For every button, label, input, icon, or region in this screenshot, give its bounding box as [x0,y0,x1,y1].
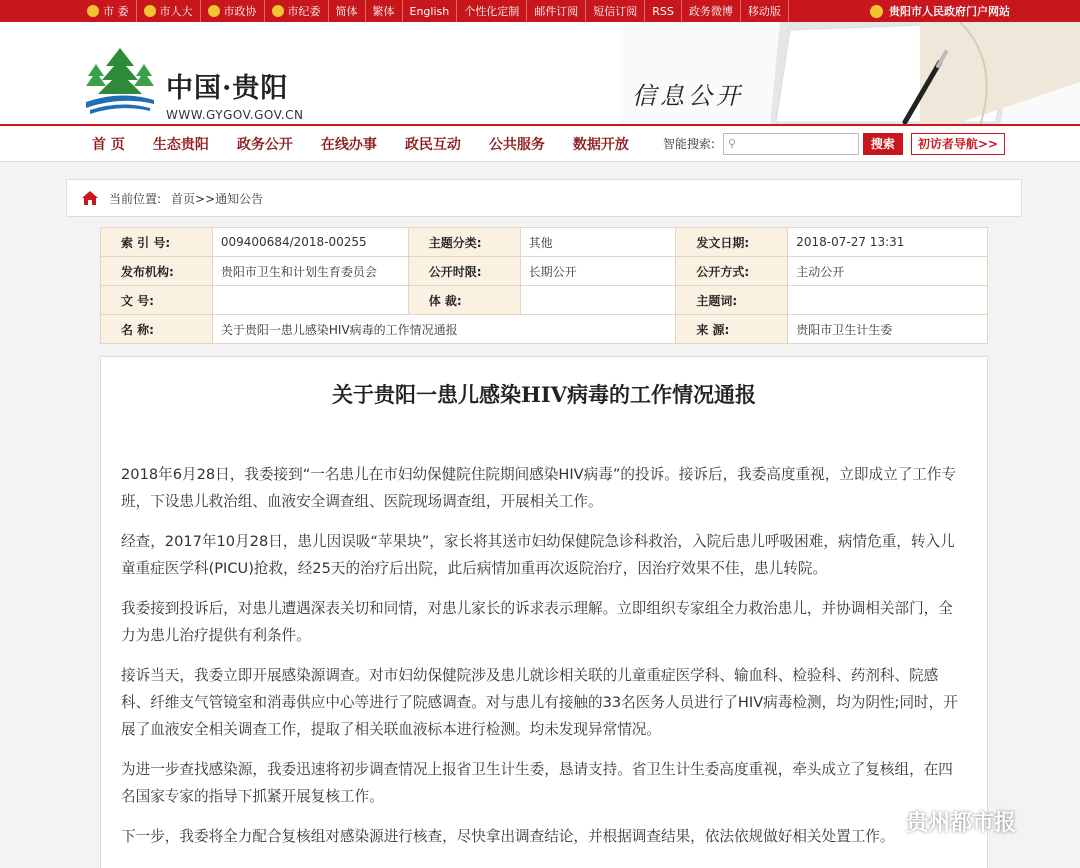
topbar-link-cppcc[interactable]: 市政协 [201,0,265,22]
topbar-link-congress[interactable]: 市人大 [137,0,201,22]
meta-value: 2018-07-27 13:31 [788,228,988,257]
nav-item-public-service[interactable]: 公共服务 [488,136,545,153]
article-body [101,461,987,850]
document-meta-table [100,227,988,344]
table-row [101,315,988,344]
article-paragraph: 我委接到投诉后，对患儿遭遇深表关切和同情，对患儿家长的诉求表示理解。立即组织专家组全力救治患儿，并协调相关部门，全力为患儿治疗提供有利条件。 [121,600,953,644]
portal-link[interactable]: 贵阳市人民政府门户网站 [870,3,1080,19]
topbar-link-party[interactable]: 市 委 [80,0,137,22]
emblem-icon [87,5,99,17]
meta-key: 文 号: [101,286,213,315]
meta-key: 主题分类: [408,228,520,257]
breadcrumb-label: 当前位置: [109,191,162,206]
article-paragraph: 经查，2017年10月28日，患儿因误吸“苹果块”，家长将其送市妇幼保健院急诊科救治，入院后患儿呼吸困难，病情危重，转入儿童重症医学科(PICU)抢救，经25天的治疗后出院，此后病情加重再次返院治疗，因治疗效果不佳，患儿转院。 [121,533,955,577]
emblem-icon [144,5,156,17]
nav-item-online-service[interactable]: 在线办事 [320,136,377,153]
topbar-link-english[interactable]: English [403,0,458,22]
table-row [101,228,988,257]
meta-value: 009400684/2018-00255 [212,228,408,257]
topbar-link-sms-sub[interactable]: 短信订阅 [586,0,645,22]
nav-item-home[interactable]: 首 页 [92,136,125,153]
info-disclosure-title: 信息公开 [632,82,744,110]
breadcrumb-path[interactable]: 首页>>通知公告 [171,191,264,206]
meta-key: 索 引 号: [101,228,213,257]
watermark [870,806,1016,837]
meta-value [788,286,988,315]
site-url: WWW.GYGOV.GOV.CN [166,108,304,122]
meta-value [212,286,408,315]
site-header [0,22,1080,126]
nav-item-interaction[interactable]: 政民互动 [404,136,461,153]
emblem-icon [272,5,284,17]
topbar-link-weibo[interactable]: 政务微博 [682,0,741,22]
topbar-link-rss[interactable]: RSS [645,0,682,22]
watermark-text: 贵州都市报 [906,811,1017,836]
site-name: 中国·贵阳 [166,73,289,104]
article-paragraph: 下一步，我委将全力配合复核组对感染源进行核查，尽快拿出调查结论，并根据调查结果，依法依规做好相关处置工作。 [121,828,895,845]
search-input[interactable] [723,133,859,155]
search-button[interactable]: 搜索 [863,133,903,155]
visitor-guide-button[interactable]: 初访者导航>> [911,133,1005,155]
meta-value: 长期公开 [520,257,676,286]
wechat-icon [870,810,900,834]
breadcrumb [66,179,1022,217]
meta-value: 关于贵阳一患儿感染HIV病毒的工作情况通报 [212,315,676,344]
table-row [101,257,988,286]
nav-item-open-data[interactable]: 数据开放 [572,136,629,153]
emblem-icon [208,5,220,17]
meta-key: 发文日期: [676,228,788,257]
article-paragraph: 2018年6月28日，我委接到“一名患儿在市妇幼保健院住院期间感染HIV病毒”的投诉。接诉后，我委高度重视，立即成立了工作专班，下设患儿救治组、血液安全调查组、医院现场调查组，开展相关工作。 [121,466,957,510]
topbar-link-customize[interactable]: 个性化定制 [457,0,527,22]
meta-key: 发布机构: [101,257,213,286]
meta-key: 名 称: [101,315,213,344]
article-paragraph: 接诉当天，我委立即开展感染源调查。对市妇幼保健院涉及患儿就诊相关联的儿童重症医学科、输血科、检验科、药剂科、院感科、纤维支气管镜室和消毒供应中心等进行了院感调查。对与患儿有接触的33名医务人员进行了HIV病毒检测，均为阴性;同时，开展了血液安全相关调查工作，提取了相关联血液标本进行检测。均未发现异常情况。 [121,667,958,738]
search-label: 智能搜索: [662,137,715,151]
article-panel [100,356,988,868]
topbar-link-discipline[interactable]: 市纪委 [265,0,329,22]
topbar-link-mobile[interactable]: 移动版 [741,0,789,22]
meta-key: 主题词: [676,286,788,315]
meta-value: 主动公开 [788,257,988,286]
search-icon: ⚲ [727,137,736,150]
site-logo-icon[interactable] [84,44,156,114]
nav-item-gov-affairs[interactable]: 政务公开 [236,136,293,153]
article-paragraph: 为进一步查找感染源，我委迅速将初步调查情况上报省卫生计生委，恳请支持。省卫生计生委高度重视，牵头成立了复核组，在四名国家专家的指导下抓紧开展复核工作。 [121,761,953,805]
meta-value: 其他 [520,228,676,257]
meta-key: 公开方式: [676,257,788,286]
meta-key: 来 源: [676,315,788,344]
meta-value [520,286,676,315]
meta-key: 体 裁: [408,286,520,315]
main-nav [0,126,1080,162]
top-bar [0,0,1080,22]
meta-key: 公开时限: [408,257,520,286]
home-icon [81,190,99,206]
topbar-link-email-sub[interactable]: 邮件订阅 [527,0,586,22]
topbar-link-traditional[interactable]: 繁体 [366,0,403,22]
table-row [101,286,988,315]
emblem-icon [870,5,883,18]
meta-value: 贵阳市卫生和计划生育委员会 [212,257,408,286]
article-title: 关于贵阳一患儿感染HIV病毒的工作情况通报 [332,382,756,407]
meta-value: 贵阳市卫生计生委 [788,315,988,344]
nav-item-eco-guiyang[interactable]: 生态贵阳 [152,136,209,153]
topbar-link-simplified[interactable]: 简体 [329,0,366,22]
